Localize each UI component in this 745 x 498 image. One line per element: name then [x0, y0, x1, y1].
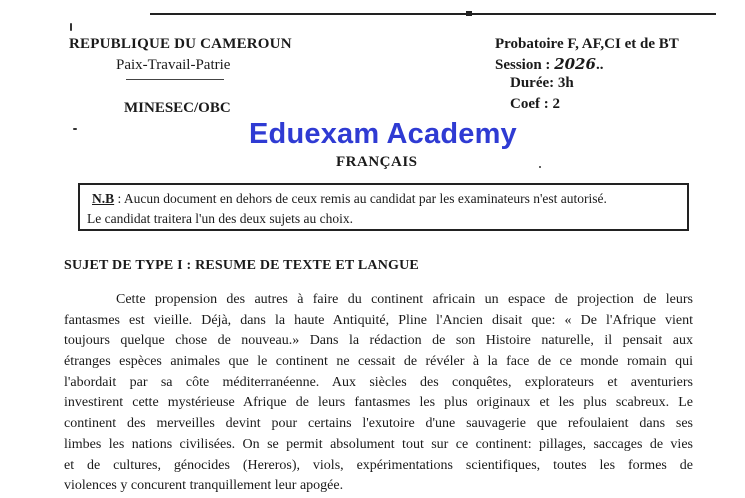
session-line [495, 55, 603, 74]
passage-line: continent des merveilles devint pour certains l'exutoire d'une sauvagerie que refoulaient dans ses [64, 416, 693, 432]
session-value: 2026 [554, 55, 596, 73]
passage-line: toujours quelque chose de nouveau.» Dans la rédaction de son Histoire naturelle, il pensait aux [64, 333, 693, 349]
coefficient-label: Coef : 2 [510, 96, 560, 112]
top-rule-mark [466, 11, 472, 16]
passage-line: investirent cette mystérieuse Afrique de leurs fantasmes les plus originaux et les plus scabreux. Le [64, 395, 693, 411]
notice-box [78, 183, 689, 231]
exam-title: Probatoire F, AF,CI et de BT [495, 36, 679, 52]
duration-label: Durée: 3h [510, 75, 574, 91]
notice-label: N.B [92, 191, 115, 206]
watermark-brand: Eduexam Academy [249, 118, 517, 150]
session-label: Session : [495, 57, 551, 73]
motto-divider [126, 79, 224, 80]
ministry-label: MINESEC/OBC [124, 100, 231, 116]
passage-line: fantasmes est vieille. Déjà, dans la haute Antiquité, Pline l'Ancien disait que: « De l'Afrique vient [64, 312, 693, 328]
subject-title: FRANÇAIS [336, 154, 418, 170]
passage-line: Cette propension des autres à faire du continent africain un espace de projection de leurs [116, 292, 693, 307]
passage-line: l'abordait par sa côte méditerranéenne. Aux siècles des conquêtes, explorateurs et aventuriers [64, 374, 693, 390]
passage-line: limbes les nations civilisées. On se permit absolument tout sur ce continent: pillages, saccages de vies [64, 436, 693, 452]
notice-text-2: Le candidat traitera l'un des deux sujets au choix. [87, 211, 353, 226]
national-motto: Paix-Travail-Patrie [116, 57, 231, 73]
passage-line: étranges espèces animales que le continent ne cessait de révéler à la face de ce monde romain qui [64, 354, 693, 370]
passage-line: et de cultures, génocides (Hereros), viols, expérimentations scientifiques, toutes les formes de [64, 457, 693, 473]
republic-heading: REPUBLIQUE DU CAMEROUN [69, 36, 292, 52]
notice-line-1 [87, 189, 687, 209]
notice-text-1: : Aucun document en dehors de ceux remis au candidat par les examinateurs n'est autorisé. [117, 191, 607, 206]
top-rule [150, 13, 716, 15]
session-dots: .. [595, 57, 604, 73]
passage-text [64, 290, 693, 497]
passage-line: violences y concurent tranquillement leur apogée. [64, 478, 344, 494]
section-title: SUJET DE TYPE I : RESUME DE TEXTE ET LANGUE [64, 258, 419, 273]
